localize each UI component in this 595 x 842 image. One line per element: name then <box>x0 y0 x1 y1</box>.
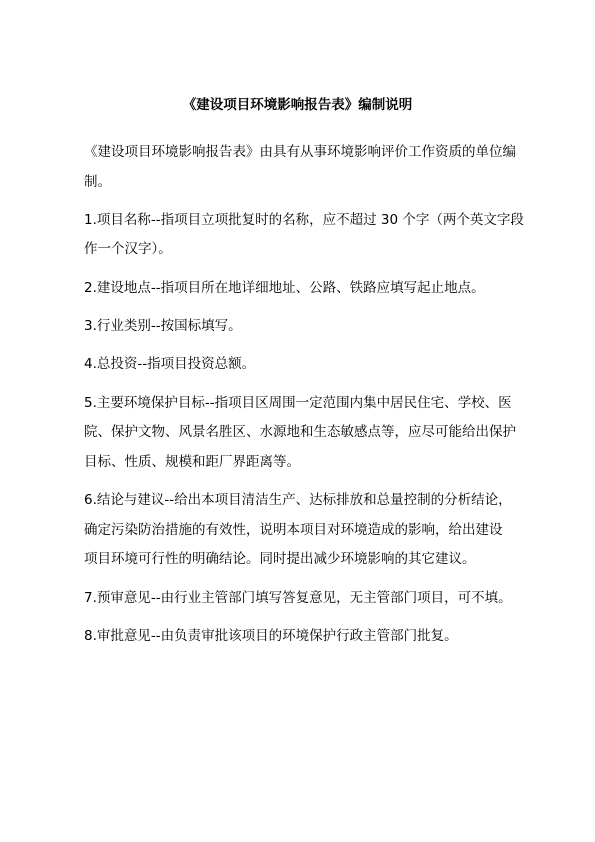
paragraph-line: 项目环境可行性的明确结论。同时提出减少环境影响的其它建议。 <box>84 551 476 568</box>
paragraph-item-3 <box>84 312 524 342</box>
paragraph-item-6 <box>84 486 524 575</box>
document-body <box>84 138 524 660</box>
paragraph-line: 3.行业类别--按国标填写。 <box>84 318 242 335</box>
paragraph-line: 目标、性质、规模和距厂界距离等。 <box>84 453 300 470</box>
paragraph-line: 7.预审意见--由行业主管部门填写答复意见，无主管部门项目，可不填。 <box>84 589 512 606</box>
paragraph-line: 4.总投资--指项目投资总额。 <box>84 356 256 373</box>
paragraph-intro <box>84 138 524 197</box>
paragraph-line: 制。 <box>84 173 111 190</box>
paragraph-line: 《建设项目环境影响报告表》由具有从事环境影响评价工作资质的单位编 <box>84 144 516 160</box>
paragraph-item-5 <box>84 389 524 478</box>
paragraph-item-4 <box>84 350 524 380</box>
paragraph-line: 8.审批意见--由负责审批该项目的环境保护行政主管部门批复。 <box>84 627 458 644</box>
paragraph-line: 5.主要环境保护目标--指项目区周围一定范围内集中居民住宅、学校、医 <box>84 394 512 411</box>
paragraph-line: 确定污染防治措施的有效性，说明本项目对环境造成的影响，给出建设 <box>84 521 503 538</box>
paragraph-item-7 <box>84 584 524 614</box>
paragraph-line: 院、保护文物、风景名胜区、水源地和生态敏感点等，应尽可能给出保护 <box>84 424 516 441</box>
paragraph-line: 2.建设地点--指项目所在地详细地址、公路、铁路应填写起止地点。 <box>84 279 485 296</box>
paragraph-item-8 <box>84 622 524 652</box>
document-title: 《建设项目环境影响报告表》编制说明 <box>182 97 413 113</box>
paragraph-line: 作一个汉字）。 <box>84 241 172 258</box>
paragraph-line: 6.结论与建议--给出本项目清洁生产、达标排放和总量控制的分析结论， <box>84 492 512 509</box>
paragraph-line: 1.项目名称--指项目立项批复时的名称，应不超过 30 个字（两个英文字段 <box>84 211 524 228</box>
paragraph-item-1 <box>84 206 524 265</box>
paragraph-item-2 <box>84 274 524 304</box>
